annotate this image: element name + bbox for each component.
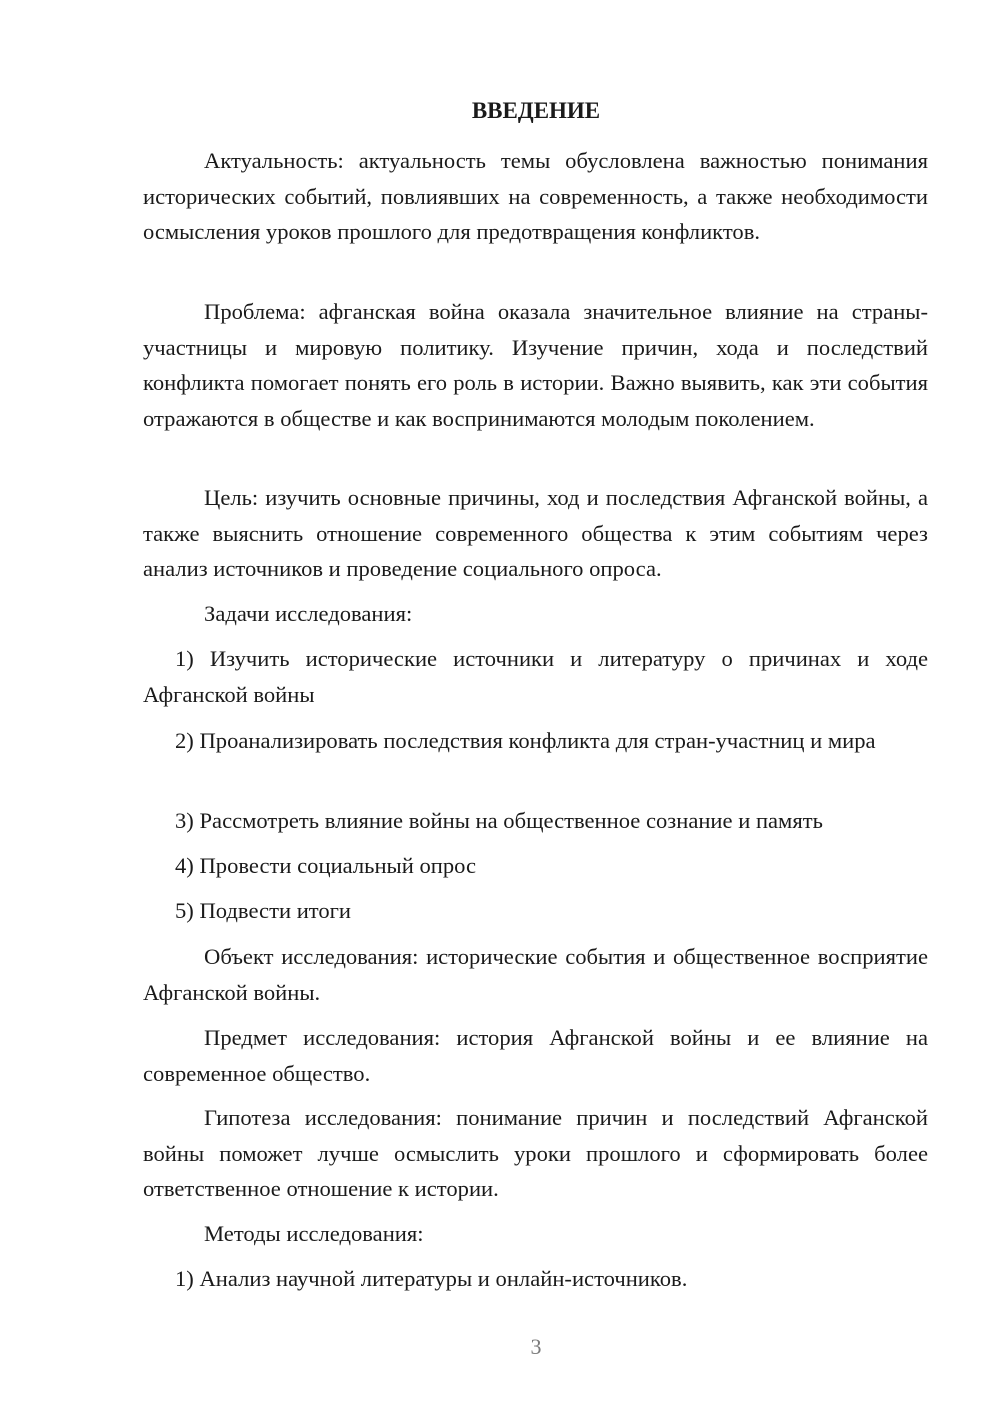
paragraph-problem: Проблема: афганская война оказала значительное влияние на страны-участницы и мировую политику. Изучение причин, хода и последствий конфликта помогает понять его роль в истории. Важно выявить, как эти события отражаются в обществе и как воспринимаются молодым поколением.: [143, 299, 928, 431]
list-item-method-1: 1) Анализ научной литературы и онлайн-источников.: [175, 1266, 688, 1291]
list-item-task-5: 5) Подвести итоги: [175, 898, 352, 923]
list-item-task-4: 4) Провести социальный опрос: [175, 853, 477, 878]
list-item-task-2: 2) Проанализировать последствия конфликта для стран-участниц и мира: [175, 728, 876, 753]
list-item-task-3: 3) Рассмотреть влияние войны на общественное сознание и память: [175, 808, 823, 833]
paragraph-hypothesis: Гипотеза исследования: понимание причин и последствий Афганской войны поможет лучше осмыслить уроки прошлого и сформировать более ответственное отношение к истории.: [143, 1105, 928, 1201]
paragraph-subject: Предмет исследования: история Афганской войны и ее влияние на современное общество.: [143, 1025, 928, 1086]
page-title: ВВЕДЕНИЕ: [471, 98, 601, 123]
paragraph-relevance: Актуальность: актуальность темы обусловлена важностью понимания исторических событий, повлиявших на современность, а также необходимости осмысления уроков прошлого для предотвращения конфликтов.: [143, 148, 928, 244]
page-number: 3: [530, 1334, 542, 1359]
paragraph-methods-heading: Методы исследования:: [204, 1221, 424, 1246]
paragraph-tasks-heading: Задачи исследования:: [204, 601, 413, 626]
list-item-task-1: 1) Изучить исторические источники и литературу о причинах и ходе Афганской войны: [143, 646, 928, 707]
paragraph-object: Объект исследования: исторические события и общественное восприятие Афганской войны.: [143, 944, 928, 1005]
paragraph-goal: Цель: изучить основные причины, ход и последствия Афганской войны, а также выяснить отношение современного общества к этим событиям через анализ источников и проведение социального опроса.: [143, 485, 928, 581]
